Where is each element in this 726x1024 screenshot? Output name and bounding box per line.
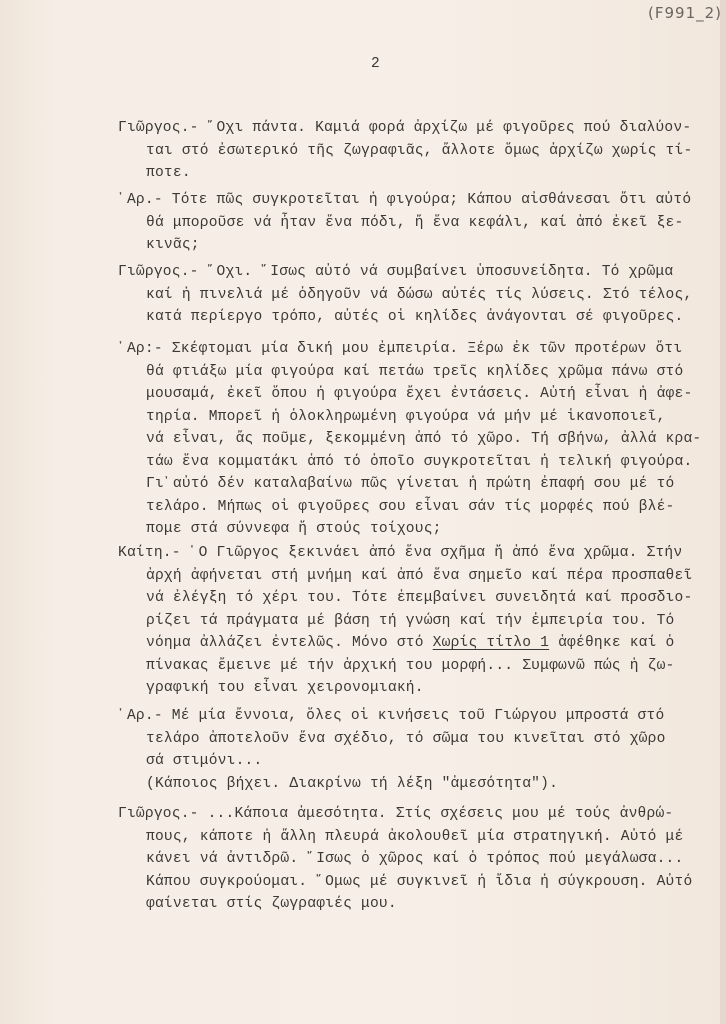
speaker-line: ᾿Αρ.- Τότε πῶς συγκροτεῖται ἡ φιγούρα; Κάπου αἰσθάνεσαι ὅτι αὐτό	[118, 192, 692, 208]
text-line: τελάρο ἀποτελοῦν ἕνα σχέδιο, τό σῶμα του κινεῖται στό χῶρο	[146, 730, 666, 747]
dialogue-paragraph	[118, 189, 718, 257]
text-line: Γι᾿αὐτό δέν καταλαβαίνω πῶς γίνεται ἡ πρώτη ἐπαφή σου μέ τό	[146, 476, 675, 492]
speaker-line: ᾿Αρ:- Σκέφτομαι μία δική μου ἐμπειρία. Ξέρω ἐκ τῶν προτέρων ὅτι	[118, 341, 683, 357]
text-line: καί ἡ πινελιά μέ ὁδηγοῦν νά δώσω αὐτές τίς λύσεις. Στό τέλος,	[146, 286, 693, 303]
text-line: γραφική του εἶναι χειρονομιακή.	[146, 680, 424, 696]
handwritten-reference-mark: (F991_2)	[648, 4, 723, 22]
text-line: μουσαμά, ἐκεῖ ὅπου ἡ φιγούρα ἔχει ἐντάσεις. Αὐτή εἶναι ἡ ἀφε-	[146, 386, 693, 402]
dialogue-paragraph	[118, 117, 718, 185]
paper-edge	[720, 0, 726, 1024]
dialogue-paragraph	[118, 338, 718, 541]
text-segment: νόημα ἀλλάζει ἐντελῶς. Μόνο στό	[146, 635, 433, 651]
text-line: σά στιμόνι...	[146, 753, 263, 769]
text-line: τελάρο. Μήπως οἱ φιγοῦρες σου εἶναι σάν τίς μορφές πού βλέ-	[146, 498, 675, 515]
dialogue-paragraph	[118, 542, 718, 700]
speaker-line: Γιῶργος.- ...Κάποια ἀμεσότητα. Στίς σχέσεις μου μέ τούς ἀνθρώ-	[118, 806, 674, 822]
text-line: θά μποροῦσε νά ἦταν ἕνα πόδι, ἤ ἕνα κεφάλι, καί ἀπό ἐκεῖ ξε-	[146, 214, 684, 231]
text-line: (Κάποιος βήχει. Διακρίνω τή λέξη "ἀμεσότητα").	[146, 775, 559, 792]
underlined-title: Χωρίς τίτλο 1	[432, 635, 550, 651]
text-line: τηρία. Μπορεῖ ἡ ὁλοκληρωμένη φιγούρα νά μήν μέ ἱκανοποιεῖ,	[146, 408, 666, 425]
text-line: νά εἶναι, ἄς ποῦμε, ξεκομμένη ἀπό τό χῶρο. Τή σβήνω, ἀλλά κρα-	[146, 431, 702, 447]
dialogue-paragraph	[118, 705, 718, 795]
speaker-line: ᾿Αρ.- Μέ μία ἔννοια, ὅλες οἱ κινήσεις τοῦ Γιώργου μπροστά στό	[118, 708, 665, 724]
speaker-line: Γιῶργος.- ῎Οχι. ῎Ισως αὐτό νά συμβαίνει ὑποσυνείδητα. Τό χρῶμα	[118, 264, 674, 280]
speaker-line: Καίτη.- ῾Ο Γιῶργος ξεκινάει ἀπό ἕνα σχῆμα ἤ ἀπό ἕνα χρῶμα. Στήν	[118, 545, 683, 561]
text-line: ποτε.	[146, 165, 191, 181]
text-line: ται στό ἐσωτερικό τῆς ζωγραφιᾶς, ἄλλοτε ὅμως ἀρχίζω χωρίς τί-	[146, 142, 693, 159]
dialogue-paragraph	[118, 803, 718, 916]
text-line: κάνει νά ἀντιδρῶ. ῎Ισως ὁ χῶρος καί ὁ τρόπος πού μεγάλωσα...	[146, 851, 684, 867]
text-line: νά ἐλέγξη τό χέρι του. Τότε ἐπεμβαίνει συνειδητά καί προσδιο-	[146, 590, 693, 606]
text-line: Κάπου συγκρούομαι. ῎Ομως μέ συγκινεῖ ἡ ἴδια ἡ σύγκρουση. Αὐτό	[146, 873, 693, 890]
text-line: τάω ἕνα κομματάκι ἀπό τό ὁποῖο συγκροτεῖται ἡ τελική φιγούρα.	[146, 453, 693, 470]
text-line	[118, 632, 718, 655]
text-line: θά φτιάξω μία φιγούρα καί πετάω τρεῖς κηλίδες χρῶμα πάνω στό	[146, 363, 684, 380]
text-line: πίνακας ἔμεινε μέ τήν ἀρχική του μορφή... Συμφωνῶ πώς ἡ ζω-	[146, 657, 675, 674]
text-segment: ἀφέθηκε καί ὁ	[549, 635, 675, 651]
text-line: κινᾶς;	[146, 237, 200, 253]
text-line: φαίνεται στίς ζωγραφιές μου.	[146, 896, 397, 912]
speaker-line: Γιῶργος.- ῎Οχι πάντα. Καμιά φορά ἀρχίζω μέ φιγοῦρες πού διαλύον-	[118, 120, 692, 136]
dialogue-paragraph	[118, 261, 718, 329]
text-line: πομε στά σύννεφα ἤ στούς τοίχους;	[146, 521, 442, 537]
text-line: κατά περίεργο τρόπο, αὐτές οἱ κηλίδες ἀνάγονται σέ φιγοῦρες.	[146, 309, 684, 325]
text-line: ρίζει τά πράγματα μέ βάση τή γνώση καί τήν ἐμπειρία του. Τό	[146, 612, 675, 629]
page-number: 2	[371, 56, 380, 72]
text-line: ἀρχή ἀφήνεται στή μνήμη καί ἀπό ἕνα σημεῖο καί πέρα προσπαθεῖ	[146, 567, 693, 584]
text-line: πους, κάποτε ἡ ἄλλη πλευρά ἀκολουθεῖ μία στρατηγική. Αὐτό μέ	[146, 828, 684, 845]
